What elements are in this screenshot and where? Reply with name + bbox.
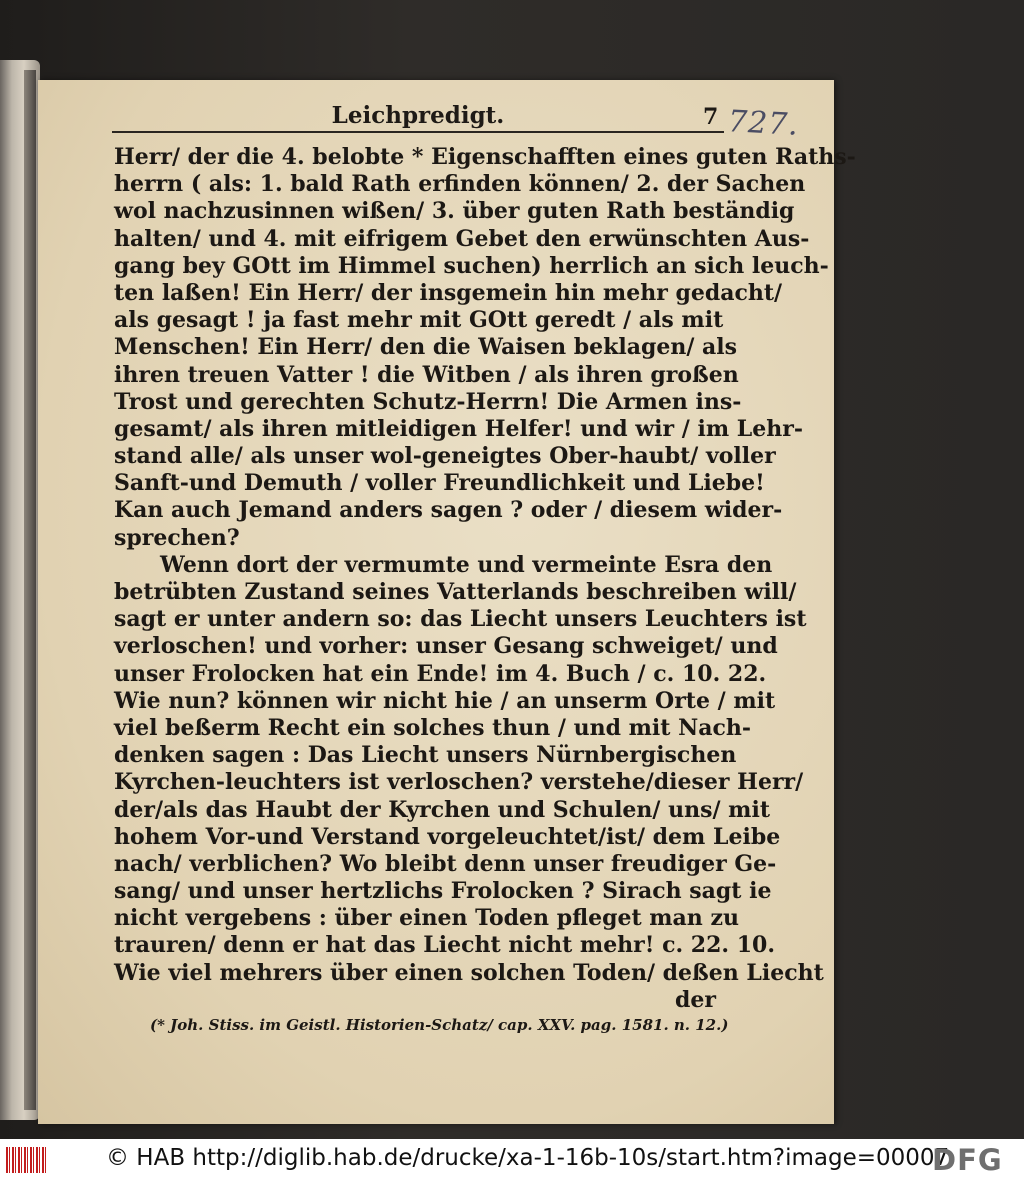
text-line: gang bey GOtt im Himmel suchen) herrlich an sich leuch-	[114, 252, 829, 279]
dfg-logo: DFG	[932, 1143, 1003, 1177]
text-line: der/als das Haubt der Kyrchen und Schulen/ uns/ mit	[114, 796, 770, 823]
page-number: 7	[703, 104, 719, 130]
text-line: nicht vergebens : über einen Toden pfleget man zu	[114, 905, 739, 932]
catchword: der	[675, 986, 716, 1013]
running-head: Leichpredigt.	[331, 102, 505, 129]
text-line: sprechen?	[114, 524, 240, 551]
text-line: Herr/ der die 4. belobte * Eigenschafften eines guten Raths-	[114, 144, 856, 170]
text-line: viel beßerm Recht ein solches thun / und mit Nach-	[114, 714, 752, 741]
footer-bar	[0, 1139, 1024, 1179]
text-line: Kan auch Jemand anders sagen ? oder / diesem wider-	[114, 497, 783, 524]
body-text	[114, 144, 856, 1014]
text-line: sagt er unter andern so: das Liecht unsers Leuchters ist	[114, 606, 807, 633]
text-line: Trost und gerechten Schutz-Herrn! Die Armen ins-	[114, 388, 742, 415]
text-line: herrn ( als: 1. bald Rath erfinden können/ 2. der Sachen	[114, 171, 806, 198]
text-line: ihren treuen Vatter ! die Witben / als ihren großen	[114, 361, 739, 388]
text-line: denken sagen : Das Liecht unsers Nürnbergischen	[114, 742, 737, 769]
text-line: unser Frolocken hat ein Ende! im 4. Buch / c. 10. 22.	[114, 660, 767, 687]
text-line: gesamt/ als ihren mitleidigen Helfer! und wir / im Lehr-	[114, 415, 803, 442]
text-line: sang/ und unser hertzlichs Frolocken ? Sirach sagt ie	[114, 878, 772, 905]
book-spine-shadow	[24, 70, 36, 1110]
text-line: Kyrchen-leuchters ist verloschen? verstehe/dieser Herr/	[114, 769, 804, 796]
page-header	[112, 102, 724, 134]
copyright-url[interactable]: © HAB http://diglib.hab.de/drucke/xa-1-16b-10s/start.htm?image=00007	[106, 1145, 950, 1171]
text-line: als gesagt ! ja fast mehr mit GOtt geredt / als mit	[114, 307, 724, 334]
text-line: Wie viel mehrers über einen solchen Toden/ deßen Liecht	[114, 959, 824, 986]
header-rule	[112, 131, 724, 133]
handwritten-folio-note: 727.	[727, 104, 800, 143]
text-line: hohem Vor-und Verstand vorgeleuchtet/ist/ dem Leibe	[114, 823, 781, 850]
text-line: nach/ verblichen? Wo bleibt denn unser freudiger Ge-	[114, 850, 777, 877]
text-line: trauren/ denn er hat das Liecht nicht mehr! c. 22. 10.	[114, 932, 776, 959]
footnote: (* Joh. Stiss. im Geistl. Historien-Schatz/ cap. XXV. pag. 1581. n. 12.)	[150, 1016, 729, 1034]
text-line: betrübten Zustand seines Vatterlands beschreiben will/	[114, 579, 797, 605]
text-line: ten laßen! Ein Herr/ der insgemein hin mehr gedacht/	[114, 279, 783, 306]
text-line: stand alle/ als unser wol-geneigtes Ober-haubt/ voller	[114, 443, 776, 470]
text-line: halten/ und 4. mit eifrigem Gebet den erwünschten Aus-	[114, 225, 810, 252]
text-line: verloschen! und vorher: unser Gesang schweiget/ und	[114, 633, 778, 660]
library-barcode-icon	[6, 1147, 48, 1173]
text-line: Wenn dort der vermumte und vermeinte Esra den	[160, 551, 773, 578]
text-line: Sanft-und Demuth / voller Freundlichkeit und Liebe!	[114, 470, 765, 497]
text-line: Wie nun? können wir nicht hie / an unserm Orte / mit	[114, 687, 776, 714]
text-line: wol nachzusinnen wißen/ 3. über guten Rath beständig	[114, 198, 795, 225]
text-line: Menschen! Ein Herr/ den die Waisen beklagen/ als	[114, 334, 738, 361]
